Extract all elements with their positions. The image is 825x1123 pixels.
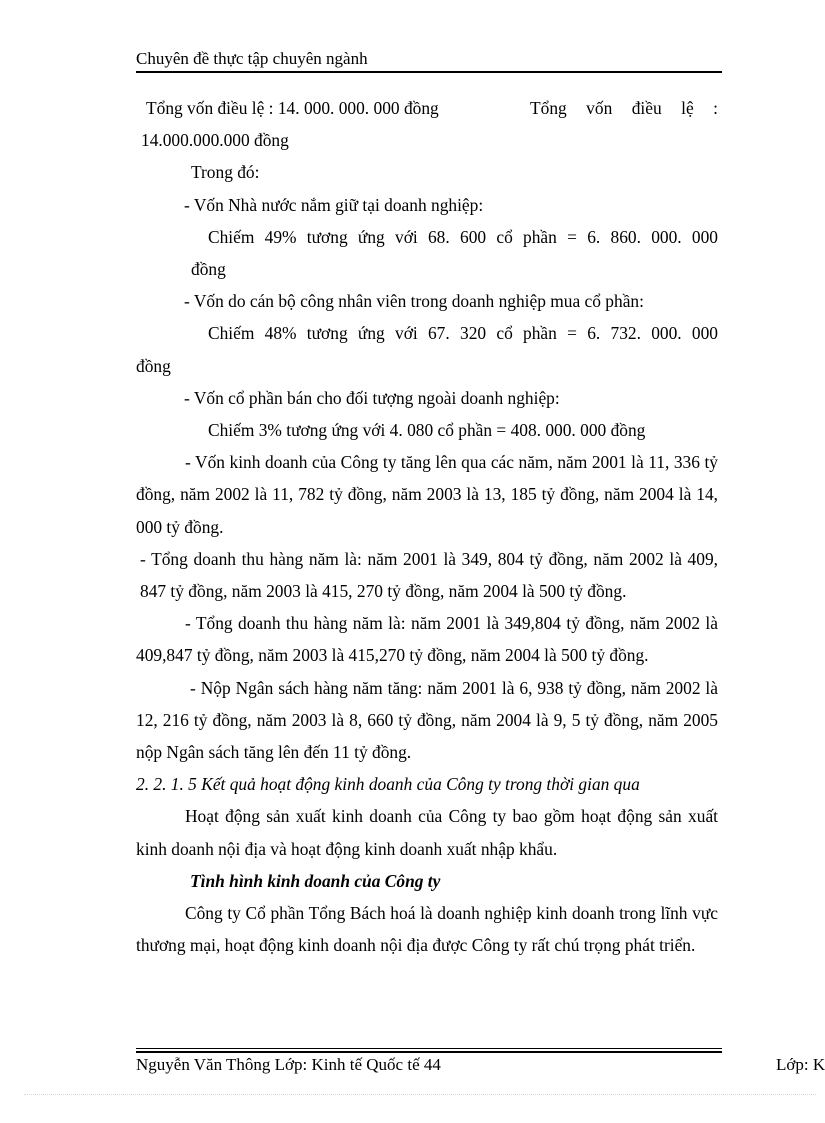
charter-capital-continued: 14.000.000.000 đồng bbox=[141, 130, 289, 151]
section-heading: 2. 2. 1. 5 Kết quả hoạt động kinh doanh của Công ty trong thời gian qua bbox=[136, 774, 640, 795]
trong-do-label: Trong đó: bbox=[191, 162, 260, 183]
page-bottom-divider bbox=[24, 1094, 816, 1095]
header-rule bbox=[136, 71, 722, 73]
charter-capital-word: lệ bbox=[681, 98, 694, 118]
charter-capital-row bbox=[136, 92, 718, 124]
state-capital-detail: Chiếm 49% tương ứng với 68. 600 cổ phần = 6. 860. 000. 000 bbox=[208, 226, 718, 247]
charter-capital-left: Tổng vốn điều lệ : 14. 000. 000. 000 đồng bbox=[146, 98, 439, 118]
charter-capital-word: Tổng bbox=[530, 98, 567, 118]
staff-capital-detail: Chiếm 48% tương ứng với 67. 320 cổ phần = 6. 732. 000. 000 bbox=[208, 323, 718, 344]
header-title: Chuyên đề thực tập chuyên ngành bbox=[136, 49, 368, 68]
charter-capital-word: vốn bbox=[586, 98, 613, 118]
staff-capital-detail-cont: đồng bbox=[136, 355, 171, 376]
revenue-paragraph-1: - Tổng doanh thu hàng năm là: năm 2001 là 349, 804 tỷ đồng, năm 2002 là 409, 847 tỷ đồng, năm 2003 là 415, 270 tỷ đồng, năm 2004 là 500 tỷ đồng. bbox=[140, 548, 718, 602]
staff-capital-label: - Vốn do cán bộ công nhân viên trong doanh nghiệp mua cổ phần: bbox=[184, 291, 644, 312]
revenue-paragraph-2: - Tổng doanh thu hàng năm là: năm 2001 là 349,804 tỷ đồng, năm 2002 là 409,847 tỷ đồng, năm 2003 là 415,270 tỷ đồng, năm 2004 là 500 tỷ đồng. bbox=[136, 613, 718, 666]
document-body bbox=[136, 92, 718, 961]
activities-paragraph: Hoạt động sản xuất kinh doanh của Công ty bao gồm hoạt động sản xuất kinh doanh nội địa và hoạt động kinh doanh xuất nhập khẩu. bbox=[136, 806, 718, 859]
budget-paragraph: - Nộp Ngân sách hàng năm tăng: năm 2001 là 6, 938 tỷ đồng, năm 2002 là 12, 216 tỷ đồng, năm 2003 là 8, 660 tỷ đồng, năm 2004 là 9, 5 tỷ đồng, năm 2005 nộp Ngân sách tăng lên đến 11 tỷ đồng. bbox=[136, 677, 718, 763]
charter-capital-word: điều bbox=[631, 98, 662, 118]
charter-capital-right bbox=[530, 92, 718, 124]
charter-capital-word: : bbox=[713, 98, 718, 118]
footer-class-cutoff: Lớp: K bbox=[776, 1055, 825, 1074]
outside-capital-detail: Chiếm 3% tương ứng với 4. 080 cổ phần = 408. 000. 000 đồng bbox=[208, 420, 646, 441]
subheading: Tình hình kinh doanh của Công ty bbox=[190, 870, 441, 891]
footer-rule bbox=[136, 1051, 722, 1053]
outside-capital-label: - Vốn cổ phần bán cho đối tượng ngoài doanh nghiệp: bbox=[184, 387, 560, 408]
company-paragraph: Công ty Cổ phần Tổng Bách hoá là doanh nghiệp kinh doanh trong lĩnh vực thương mại, hoạt động kinh doanh nội địa được Công ty rất chú trọng phát triển. bbox=[136, 903, 718, 956]
business-capital-paragraph: - Vốn kinh doanh của Công ty tăng lên qua các năm, năm 2001 là 11, 336 tỷ đồng, năm 2002 là 11, 782 tỷ đồng, năm 2003 là 13, 185 tỷ đồng, năm 2004 là 14, 000 tỷ đồng. bbox=[136, 452, 718, 537]
footer-author: Nguyễn Văn Thông Lớp: Kinh tế Quốc tế 44 bbox=[136, 1055, 441, 1074]
state-capital-detail-cont: đồng bbox=[191, 259, 226, 280]
state-capital-label: - Vốn Nhà nước nắm giữ tại doanh nghiệp: bbox=[184, 194, 484, 215]
footer-rule bbox=[136, 1048, 722, 1049]
